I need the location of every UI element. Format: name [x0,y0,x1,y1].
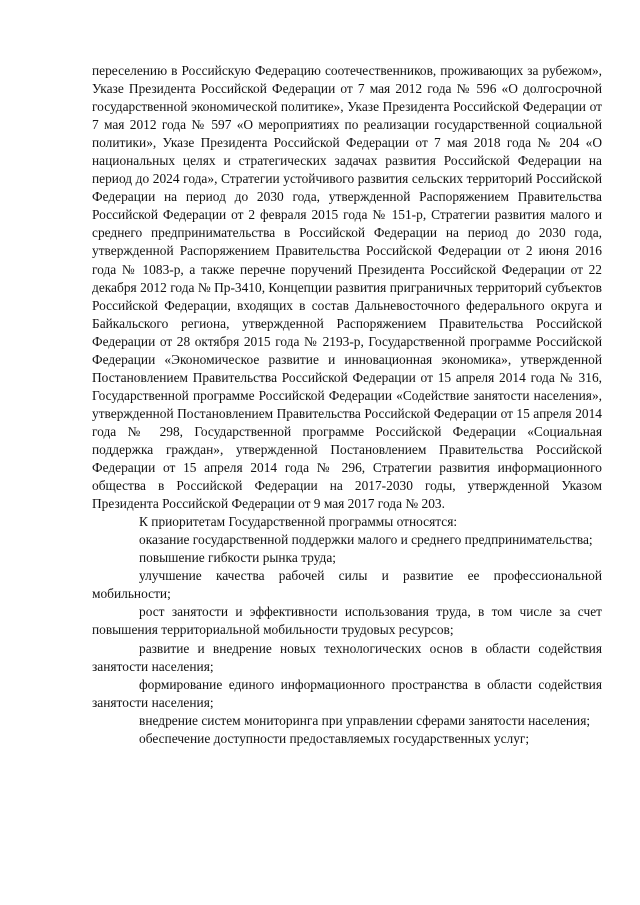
priority-item: рост занятости и эффективности использования труда, в том числе за счет повышения территориальной мобильности трудовых ресурсов; [92,604,602,638]
priority-item: обеспечение доступности предоставляемых государственных услуг; [139,730,530,746]
priorities-heading: К приоритетам Государственной программы относятся: [139,514,458,530]
intro-paragraph: переселению в Российскую Федерацию соотечественников, проживающих за рубежом», Указе Президента Российской Федерации от 7 мая 2012 года № 596 «О долгосрочной государственной экономической политике», Указе Президента Российской Федерации от 7 мая 2012 года № 597 «О мероприятиях по реализации государственной социальной политики», Указе Президента Российской Федерации от 7 мая 2018 года № 204 «О национальных целях и стратегических задачах развития Российской Федерации на период до 2024 года», Стратегии устойчивого развития сельских территорий Российской Федерации на период до 2030 года, утвержденной Распоряжением Правительства Российской Федерации от 2 февраля 2015 года № 151-р, Стратегии развития малого и среднего предпринимательства в Российской Федерации на период до 2030 года, утвержденной Распоряжением Правительства Российской Федерации от 2 июня 2016 года № 1083-р, а также перечне поручений Президента Российской Федерации от 22 декабря 2012 года № Пр-3410, Концепции развития приграничных территорий субъектов Российской Федерации, входящих в состав Дальневосточного федерального округа и Байкальского региона, утвержденной Распоряжением Правительства Российской Федерации от 28 октября 2015 года № 2193-р, Государственной программе Российской Федерации «Экономическое развитие и инновационная экономика», утвержденной Постановлением Правительства Российской Федерации от 15 апреля 2014 года № 316, Государственной программе Российской Федерации «Содействие занятости населения», утвержденной Постановлением Правительства Российской Федерации от 15 апреля 2014 года № 298, Государственной программе Российской Федерации «Социальная поддержка граждан», утвержденной Постановлением Правительства Российской Федерации от 15 апреля 2014 года № 296, Стратегии развития информационного общества в Российской Федерации на 2017-2030 годы, утвержденной Указом Президента Российской Федерации от 9 мая 2017 года № 203. [92,63,602,512]
document-body [92,62,602,748]
priority-item: повышение гибкости рынка труда; [139,550,337,566]
priority-item: внедрение систем мониторинга при управлении сферами занятости населения; [139,712,591,728]
priority-item: оказание государственной поддержки малого и среднего предпринимательства; [139,532,593,548]
priority-item: формирование единого информационного пространства в области содействия занятости населения; [92,676,602,710]
priority-item: улучшение качества рабочей силы и развитие ее профессиональной мобильности; [92,568,602,602]
priority-item: развитие и внедрение новых технологических основ в области содействия занятости населения; [92,640,602,674]
